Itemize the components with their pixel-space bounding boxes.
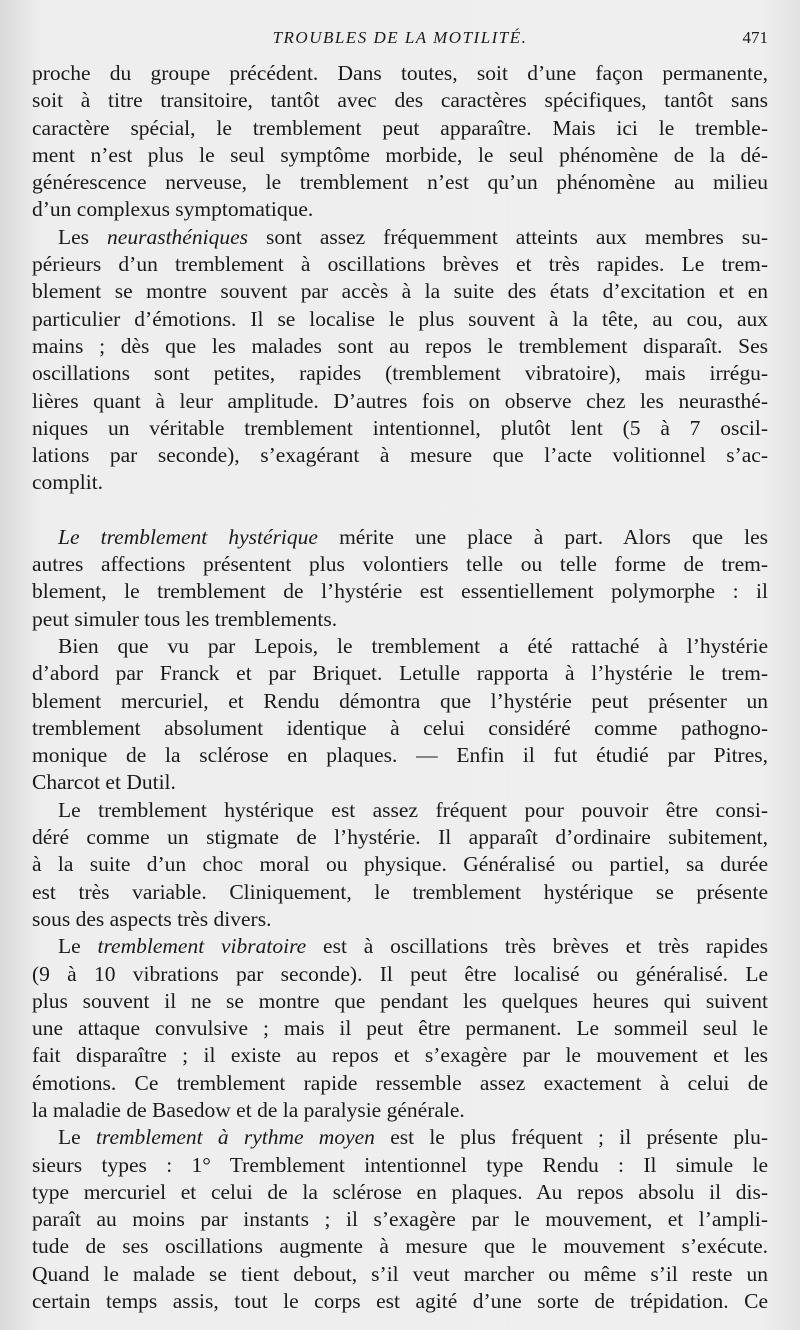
text-line: plus souvent il ne se montre que pendant les quelques heures qui suivent — [32, 988, 768, 1013]
running-head: TROUBLES DE LA MOTILITÉ. — [272, 28, 528, 47]
text-segment: mérite une place à part. Alors que les — [317, 524, 768, 549]
text-line: est très variable. Cliniquement, le tremblement hystérique se présente — [32, 879, 768, 904]
text-line: monique de la sclérose en plaques. — Enfin il fut étudié par Pitres, — [32, 743, 768, 768]
text-line: paraît au moins par instants ; il s’exagère par le mouvement, et l’ampli- — [32, 1207, 768, 1232]
text-line: autres affections présentent plus volontiers telle ou telle forme de trem- — [32, 552, 768, 577]
text-line: mains ; dès que les malades sont au repos le tremblement disparaît. Ses — [32, 333, 768, 358]
text-line: fait disparaître ; il existe au repos et s’exagère par le mouvement et les — [32, 1043, 768, 1068]
text-segment: est le plus fréquent ; il présente plu- — [374, 1125, 768, 1150]
text-line: blement mercuriel, et Rendu démontra que l’hystérie peut présenter un — [32, 688, 768, 713]
text-line: blement se montre souvent par accès à la suite des états d’excitation et en — [32, 279, 768, 304]
text-line: Charcot et Dutil. — [32, 770, 176, 795]
italic-term: tremblement vibratoire — [97, 934, 307, 959]
text-line: Quand le malade se tient debout, s’il veut marcher ou même s’il reste un — [32, 1261, 768, 1286]
italic-term: Le tremblement hystérique — [58, 524, 318, 549]
italic-term: tremblement à rythme moyen — [95, 1125, 375, 1150]
body-text — [32, 60, 768, 1315]
text-line: soit à titre transitoire, tantôt avec des caractères spécifiques, tantôt sans — [32, 88, 768, 113]
text-line: peut simuler tous les tremblements. — [32, 606, 338, 631]
text-line: lations par seconde), s’exagérant à mesure que l’acte volitionnel s’ac- — [32, 443, 768, 468]
text-line: caractère spécial, le tremblement peut apparaître. Mais ici le tremble- — [32, 115, 768, 140]
text-line — [32, 524, 768, 551]
text-segment: est à oscillations très brèves et très rapides — [306, 934, 768, 959]
text-line: particulier d’émotions. Il se localise le plus souvent à la tête, au cou, aux — [32, 306, 768, 331]
text-line: une attaque convulsive ; mais il peut être permanent. Le sommeil seul le — [32, 1016, 768, 1041]
page-number: 471 — [742, 28, 768, 47]
text-line: niques un véritable tremblement intentionnel, plutôt lent (5 à 7 oscil- — [32, 415, 768, 440]
text-line: à la suite d’un choc moral ou physique. Généralisé ou partiel, sa durée — [32, 852, 768, 877]
text-line — [32, 224, 768, 251]
text-segment: Le — [58, 934, 98, 959]
text-segment: Les — [58, 224, 108, 249]
text-line: déré comme un stigmate de l’hystérie. Il apparaît d’ordinaire subitement, — [32, 825, 768, 850]
text-line: périeurs d’un tremblement à oscillations brèves et très rapides. Le trem- — [32, 252, 768, 277]
text-line: générescence nerveuse, le tremblement n’est qu’un phénomène au milieu — [32, 170, 768, 195]
text-line: la maladie de Basedow et de la paralysie générale. — [32, 1097, 465, 1122]
page-header — [30, 28, 770, 54]
italic-term: neurasthéniques — [107, 224, 248, 249]
text-line: émotions. Ce tremblement rapide ressemble assez exactement à celui de — [32, 1070, 768, 1095]
text-line: lières quant à leur amplitude. D’autres fois on observe chez les neurasthé- — [32, 388, 768, 413]
text-line: oscillations sont petites, rapides (tremblement vibratoire), mais irrégu- — [32, 361, 768, 386]
text-line: sieurs types : 1° Tremblement intentionnel type Rendu : Il simule le — [32, 1152, 768, 1177]
text-line: complit. — [32, 470, 104, 495]
text-line: (9 à 10 vibrations par seconde). Il peut être localisé ou généralisé. Le — [32, 961, 768, 986]
text-line — [32, 933, 768, 960]
text-line: d’abord par Franck et par Briquet. Letulle rapporta à l’hystérie le trem- — [32, 661, 768, 686]
text-line: d’un complexus symptomatique. — [32, 197, 314, 222]
text-line: ment n’est plus le seul symptôme morbide, le seul phénomène de la dé- — [32, 142, 768, 167]
text-line: tude de ses oscillations augmente à mesure que le mouvement s’exécute. — [32, 1234, 768, 1259]
text-line: type mercuriel et celui de la sclérose en plaques. Au repos absolu il dis- — [32, 1179, 768, 1204]
text-line: certain temps assis, tout le corps est agité d’une sorte de trépidation. Ce — [32, 1289, 768, 1314]
text-line: sous des aspects très divers. — [32, 906, 272, 931]
text-line: Bien que vu par Lepois, le tremblement a été rattaché à l’hystérie — [58, 633, 768, 658]
text-line: blement, le tremblement de l’hystérie est essentiellement polymorphe : il — [32, 579, 768, 604]
text-line: proche du groupe précédent. Dans toutes, soit d’une façon permanente, — [32, 61, 768, 85]
text-segment: Le — [58, 1125, 96, 1150]
text-line: Le tremblement hystérique est assez fréquent pour pouvoir être consi- — [58, 797, 768, 822]
text-line — [32, 1124, 768, 1151]
text-segment: sont assez fréquemment atteints aux membres su- — [247, 224, 769, 249]
text-line: tremblement absolument identique à celui considéré comme pathogno- — [32, 715, 768, 740]
